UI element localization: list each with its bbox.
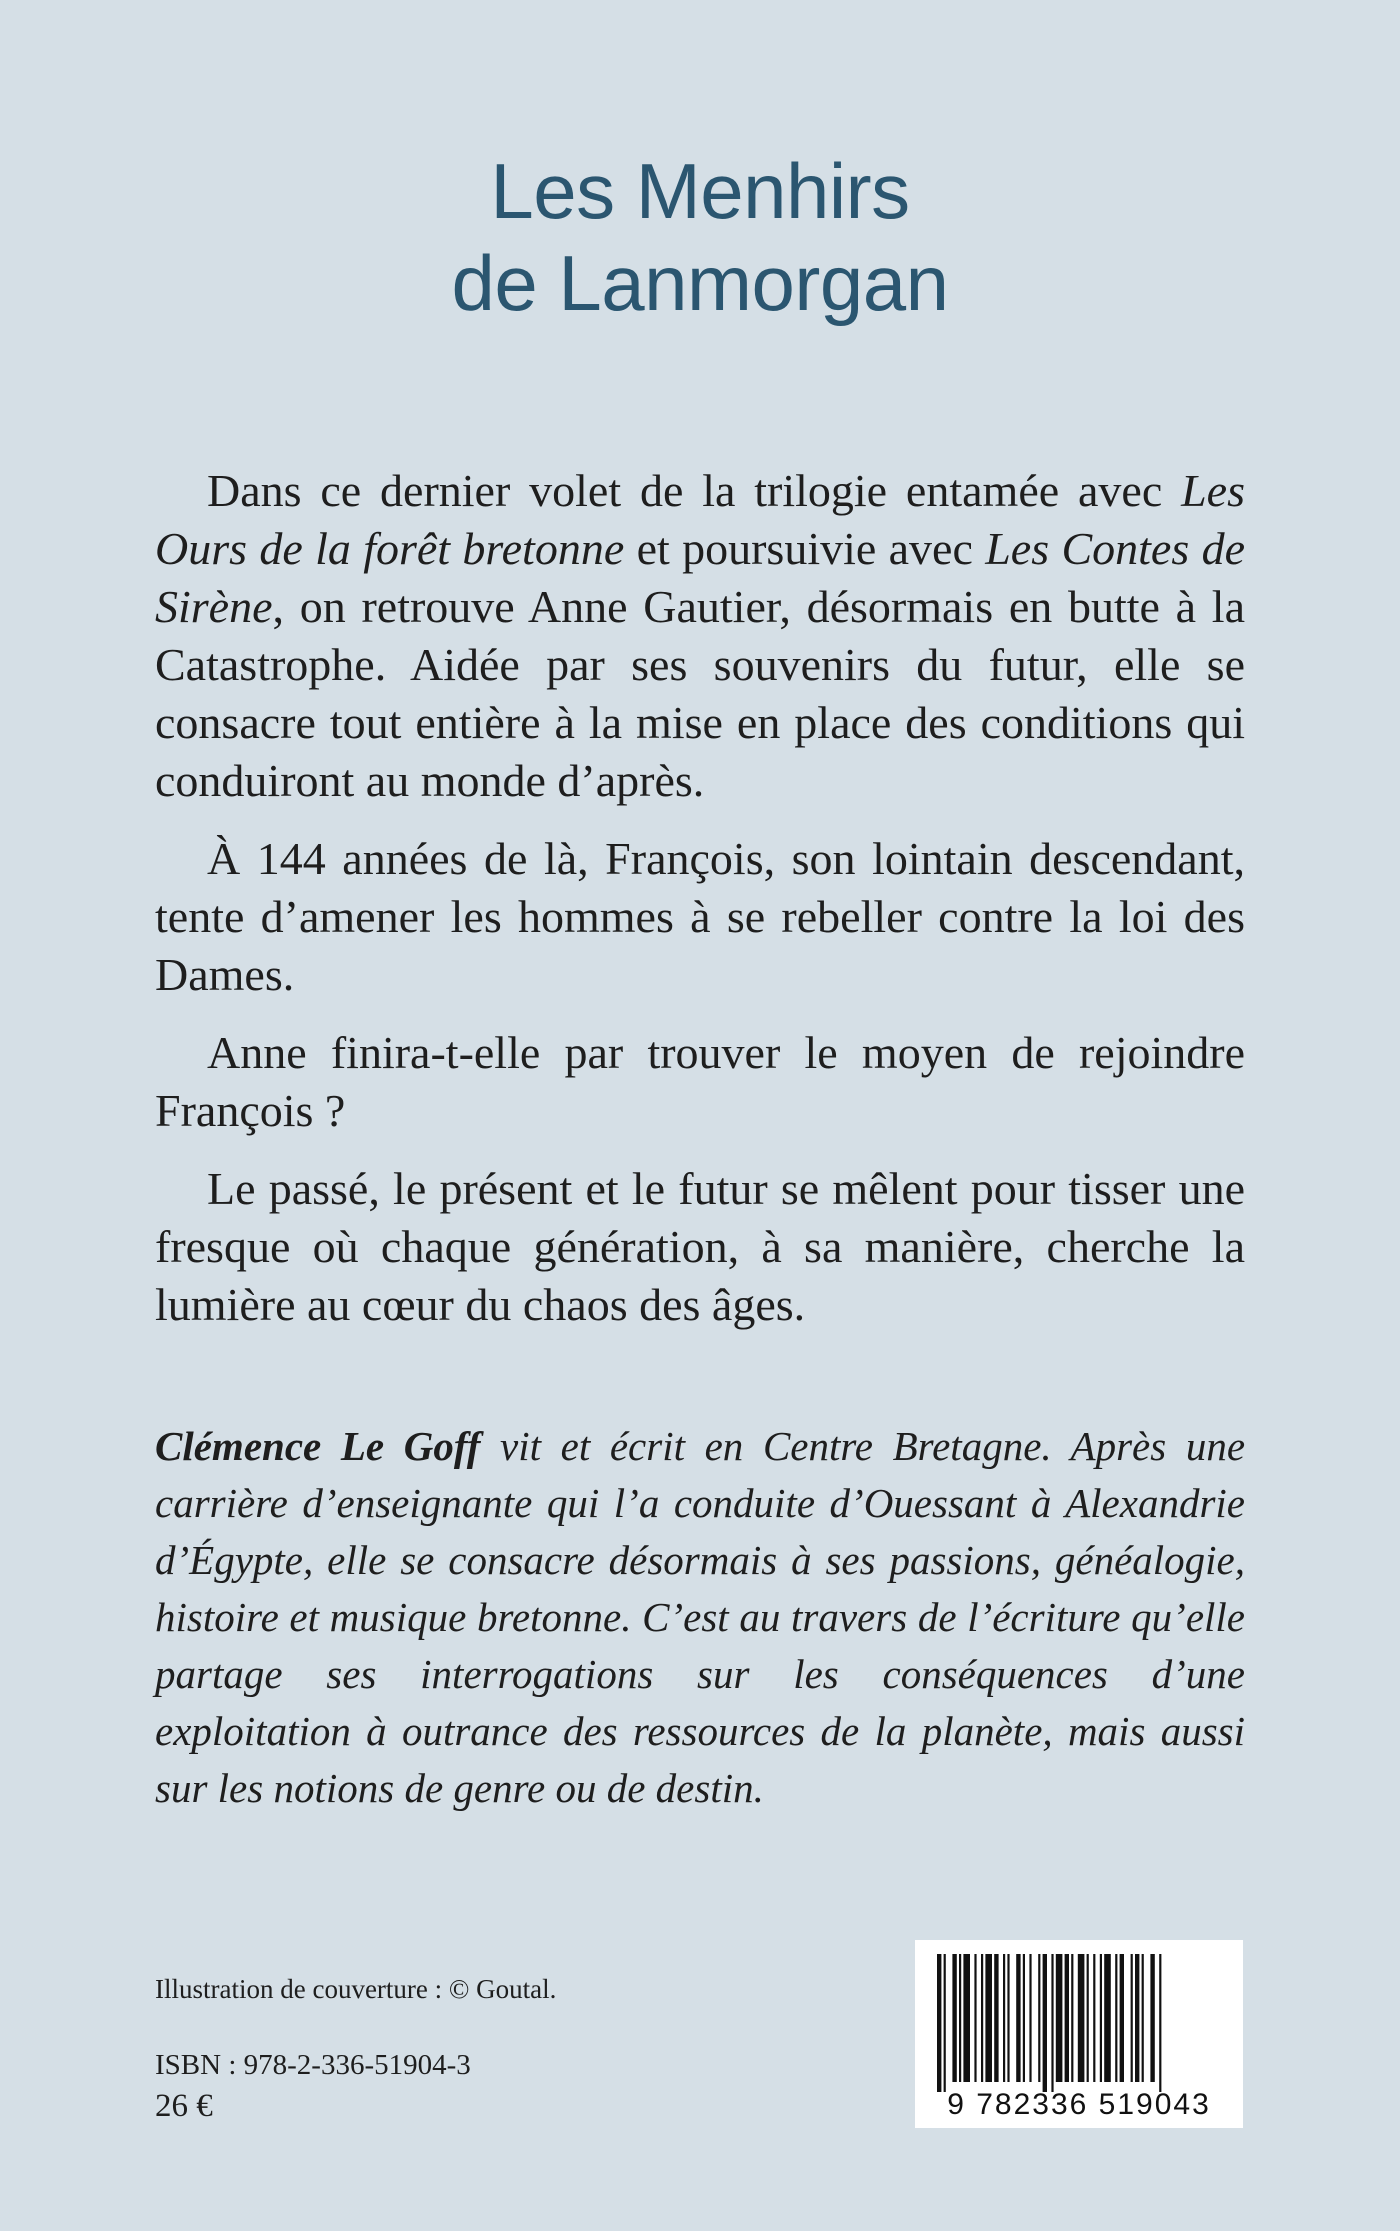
barcode-bar — [1023, 1954, 1025, 2082]
synopsis-paragraph-3: Anne finira-t-elle par trouver le moyen de rejoindre François ? — [155, 1027, 1245, 1136]
barcode-bar — [1051, 1954, 1053, 2092]
barcode-bar — [1065, 1954, 1069, 2082]
book-title-line-1: Les Menhirs — [490, 147, 910, 235]
barcode-bar — [1029, 1954, 1031, 2082]
barcode-bar — [1003, 1954, 1005, 2082]
synopsis-paragraph-1: Dans ce dernier volet de la trilogie entamée avec Les Ours de la forêt bretonne et poursuivie avec Les Contes de Sirène, on retrouve Anne Gautier, désormais en butte à la Catastrophe. Aidée par ses souvenirs du futur, elle se consacre tout entière à la mise en place des conditions qui conduiront au monde d’après. — [155, 465, 1245, 806]
barcode-bar — [963, 1954, 970, 2082]
barcode-bar — [981, 1954, 983, 2082]
price: 26 € — [155, 2088, 213, 2124]
barcode-bar — [1150, 1954, 1154, 2082]
barcode-digits: 9 782336 519043 — [947, 2088, 1211, 2121]
author-name: Clémence Le Goff — [155, 1423, 481, 1469]
barcode-bar — [937, 1954, 941, 2092]
book-title — [0, 145, 1400, 329]
barcode-bar — [1038, 1954, 1040, 2082]
barcode-bar — [1093, 1954, 1095, 2082]
barcode-bar — [1135, 1954, 1139, 2082]
barcode-bar — [974, 1954, 976, 2082]
barcode-bar — [1131, 1954, 1133, 2082]
barcode-bar — [1104, 1954, 1111, 2082]
barcode-bar — [1071, 1954, 1073, 2082]
barcode-bar — [959, 1954, 961, 2082]
barcode-bar — [1142, 1954, 1144, 2082]
synopsis-paragraph-2: À 144 années de là, François, son lointain descendant, tente d’amener les hommes à se rebeller contre la loi des Dames. — [155, 833, 1245, 1000]
book-reference-les-contes: Les Contes de Sirène — [155, 523, 1245, 632]
barcode-bar — [952, 1954, 956, 2082]
barcode-bar — [1120, 1954, 1124, 2082]
cover-credit: Illustration de couverture : © Goutal. — [155, 1974, 557, 2004]
barcode-bar — [1043, 1954, 1047, 2092]
barcode-bar — [1078, 1954, 1085, 2082]
author-bio-text: vit et écrit en Centre Bretagne. Après une carrière d’enseignante qui l’a conduite d’Ouessant à Alexandrie d’Égypte, elle se consacre désormais à ses passions, généalogie, histoire et musique bretonne. C’est au travers de l’écriture qu’elle partage ses interrogations sur les conséquences d’une exploitation à outrance des ressources de la planète, mais aussi sur les notions de genre ou de destin. — [155, 1423, 1246, 1811]
synopsis-paragraph-4: Le passé, le présent et le futur se mêlent pour tisser une fresque où chaque génération, à sa manière, cherche la lumière au cœur du chaos des âges. — [155, 1163, 1245, 1330]
isbn: ISBN : 978-2-336-51904-3 — [155, 2049, 471, 2081]
author-bio — [155, 1418, 1245, 1817]
barcode-bar — [1007, 1954, 1009, 2082]
barcode — [915, 1940, 1243, 2128]
barcode-bar — [944, 1954, 946, 2092]
book-reference-les-ours: Les Ours de la forêt bretonne — [155, 465, 1245, 574]
barcode-bar — [1087, 1954, 1089, 2082]
barcode-bar — [1100, 1954, 1102, 2082]
barcode-bar — [1056, 1954, 1063, 2082]
barcode-bar — [994, 1954, 998, 2082]
book-title-line-2: de Lanmorgan — [451, 239, 949, 327]
barcode-bar — [1159, 1954, 1161, 2092]
barcode-bar — [985, 1954, 992, 2082]
barcode-bar — [1115, 1954, 1117, 2082]
synopsis — [155, 462, 1245, 1354]
barcode-bar — [1016, 1954, 1020, 2082]
